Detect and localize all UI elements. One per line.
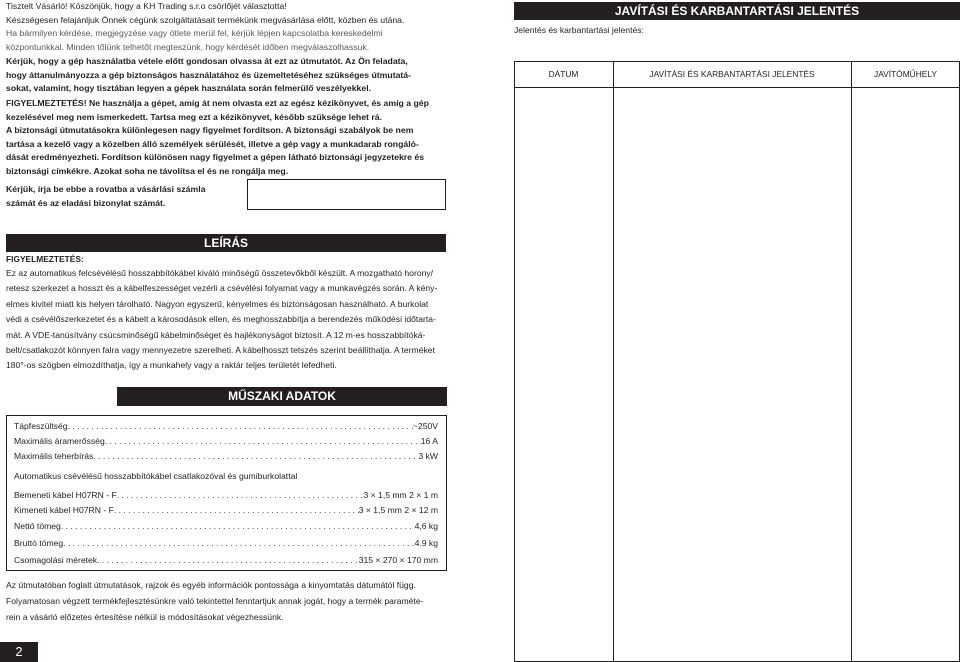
- warning-line: kezelésével meg nem ismerkedett. Tartsa meg ezt a kézikönyvet, később szüksége lehet rá.: [6, 111, 382, 122]
- spec-row: [14, 470, 438, 482]
- description-text: [6, 266, 452, 374]
- spec-value: 3 × 1,5 mm 2 × 12 m: [358, 505, 438, 515]
- spec-row: [14, 504, 438, 516]
- warning-line: A biztonsági útmutatásokra különlegesen nagy figyelmet fordítson. A biztonsági szabályok be nem: [6, 125, 414, 136]
- disclaimer-line: Az útmutatóban foglalt útmutatások, rajzok és egyéb információk pontossága a kinyomtatás dátumától függ.: [6, 580, 416, 590]
- report-table-column-divider: [851, 61, 852, 662]
- spec-label: Automatikus csévélésű hosszabbítókábel csatlakozóval és gumiburkolattal: [14, 471, 298, 481]
- spec-label: Bruttó tömeg: [14, 538, 64, 548]
- report-table-header-divider: [514, 87, 960, 88]
- spec-label: Csomagolási méretek: [14, 555, 98, 565]
- intro-contact-cont: központunkkal. Minden tőlünk telhetőt megteszünk, hogy kérdését időben megválaszolhassuk.: [6, 41, 370, 52]
- report-table-header: [514, 61, 960, 87]
- spec-value: 3 kW: [418, 451, 438, 461]
- report-label: Jelentés és karbantartási jelentés:: [514, 25, 644, 35]
- intro-service: Készségesen felajánljuk Önnek cégünk szolgáltatásait termékünk megvásárlása előtt, közben és utána.: [6, 14, 405, 25]
- spec-row: [14, 489, 438, 501]
- description-line: belt/csatlakozót könnyen falra vagy mennyezetre szerelheti. A kábelhosszt tetszés szerint beállíthatja. A terméket: [6, 345, 435, 356]
- warning-line: biztonsági címkékre. Azokat soha ne távolítsa el és ne rongálja meg.: [6, 165, 289, 176]
- column-header-report: JAVÍTÁSI ÉS KARBANTARTÁSI JELENTÉS: [649, 69, 815, 79]
- spec-row: [14, 435, 438, 447]
- intro-text: [6, 0, 452, 54]
- warning-line: dását eredményezheti. Fordítson különösen nagy figyelmet a gépen látható biztonsági jegyzetekre és: [6, 152, 425, 163]
- column-header-date: DÁTUM: [548, 69, 579, 79]
- invoice-number-field[interactable]: [247, 179, 446, 210]
- spec-row: [14, 520, 438, 532]
- spec-label: Tápfeszültség: [14, 421, 68, 431]
- spec-label: Bemeneti kábel H07RN - F: [14, 490, 117, 500]
- intro-greeting: Tisztelt Vásárló! Köszönjük, hogy a KH Trading s.r.o csörlőjét választotta!: [6, 1, 287, 11]
- page-number: 2: [0, 642, 38, 662]
- column-header-workshop: JAVÍTÓMŰHELY: [874, 69, 937, 79]
- disclaimer-line: rein a vásárló előzetes értesítése nélkül is módosításokat végezhessünk.: [6, 612, 284, 622]
- purchase-line: Kérjük, írja be ebbe a rovatba a vásárlási számla: [6, 184, 206, 194]
- read-notice-line: hogy áttanulmányozza a gép biztonságos használatához és üzemeltetéséhez szükséges útmutatá-: [6, 69, 412, 80]
- disclaimer-text: [6, 577, 452, 625]
- description-line: mát. A VDE-tanúsítvány csúcsminőségű kábelminőséget és hajlékonyságot biztosít. A 12 m-es hosszabbítóká-: [6, 329, 426, 340]
- spec-row: [14, 450, 438, 462]
- description-title: LEÍRÁS: [203, 236, 248, 250]
- spec-label: Nettó tömeg: [14, 521, 61, 531]
- specs-banner: MŰSZAKI ADATOK: [117, 387, 447, 406]
- spec-value: 315 × 270 × 170 mm: [358, 555, 438, 565]
- warning-text: [6, 97, 452, 179]
- spec-value: 16 A: [420, 436, 438, 446]
- read-notice-line: sokat, valamint, hogy tisztában legyen a gépek használata során felmerülő veszélyekkel.: [6, 83, 372, 94]
- intro-contact: Ha bármilyen kérdése, megjegyzése vagy ötlete merül fel, kérjük lépjen kapcsolatba kereskedelmi: [6, 28, 383, 38]
- purchase-instruction: [6, 183, 226, 210]
- spec-label: Maximális áramerősség: [14, 436, 105, 446]
- purchase-line: számát és az eladási bizonylat számát.: [6, 197, 166, 208]
- disclaimer-line: Folyamatosan végzett termékfejlesztésünkre való tekintettel fenntartjuk annak jogát, hogy a termék paraméte-: [6, 596, 424, 606]
- report-banner: JAVÍTÁSI ÉS KARBANTARTÁSI JELENTÉS: [514, 2, 960, 20]
- description-warning-label: FIGYELMEZTETÉS:: [6, 254, 84, 264]
- spec-value: ~250V: [412, 421, 438, 431]
- read-notice-line: Kérjük, hogy a gép használatba vétele előtt gondosan olvassa át ezt az útmutatót. Az Ön feladata,: [6, 56, 408, 66]
- spec-row: [14, 554, 438, 566]
- spec-label: Maximális teherbírás: [14, 451, 94, 461]
- description-line: 180°-os szögben elmozdíthatja, így a munkahely vagy a raktár teljes területét lefedheti.: [6, 360, 337, 371]
- description-line: Ez az automatikus felcsévélésű hosszabbítókábel kiváló minőségű összetevőkből készült. A mozgatható horony/: [6, 268, 434, 278]
- description-line: elmes kivitel miatt kis helyen tárolható. Nagyon egyszerű, kényelmes és biztonságosan használható. A burkolat: [6, 298, 429, 309]
- warning-line: tartása a kezelő vagy a közelben álló személyek sérülését, illetve a gép vagy a munkadarab rongáló-: [6, 138, 419, 149]
- read-notice: [6, 55, 452, 96]
- spec-value: 4.9 kg: [414, 538, 438, 548]
- spec-value: 3 × 1,5 mm 2 × 1 m: [363, 490, 438, 500]
- spec-row: [14, 420, 438, 432]
- description-line: védi a csévélőszerkezetet és a kábelt a károsodások ellen, és meghosszabbítja a berendezés működési időtarta-: [6, 314, 436, 325]
- report-table-column-divider: [613, 61, 614, 662]
- warning-line: FIGYELMEZTETÉS! Ne használja a gépet, amíg át nem olvasta ezt az egész kézikönyvet, és amíg a gép: [6, 98, 429, 108]
- report-table: [514, 61, 960, 662]
- spec-row: [14, 537, 438, 549]
- specs-table: [6, 415, 447, 571]
- description-banner: [6, 234, 446, 252]
- spec-value: 4,6 kg: [414, 521, 438, 531]
- description-line: retesz szerkezet a hosszt és a kábelfeszességet vezérli a csévélési folyamat vagy a munkavégzés során. A kény-: [6, 283, 438, 294]
- spec-label: Kimeneti kábel H07RN - F: [14, 505, 114, 515]
